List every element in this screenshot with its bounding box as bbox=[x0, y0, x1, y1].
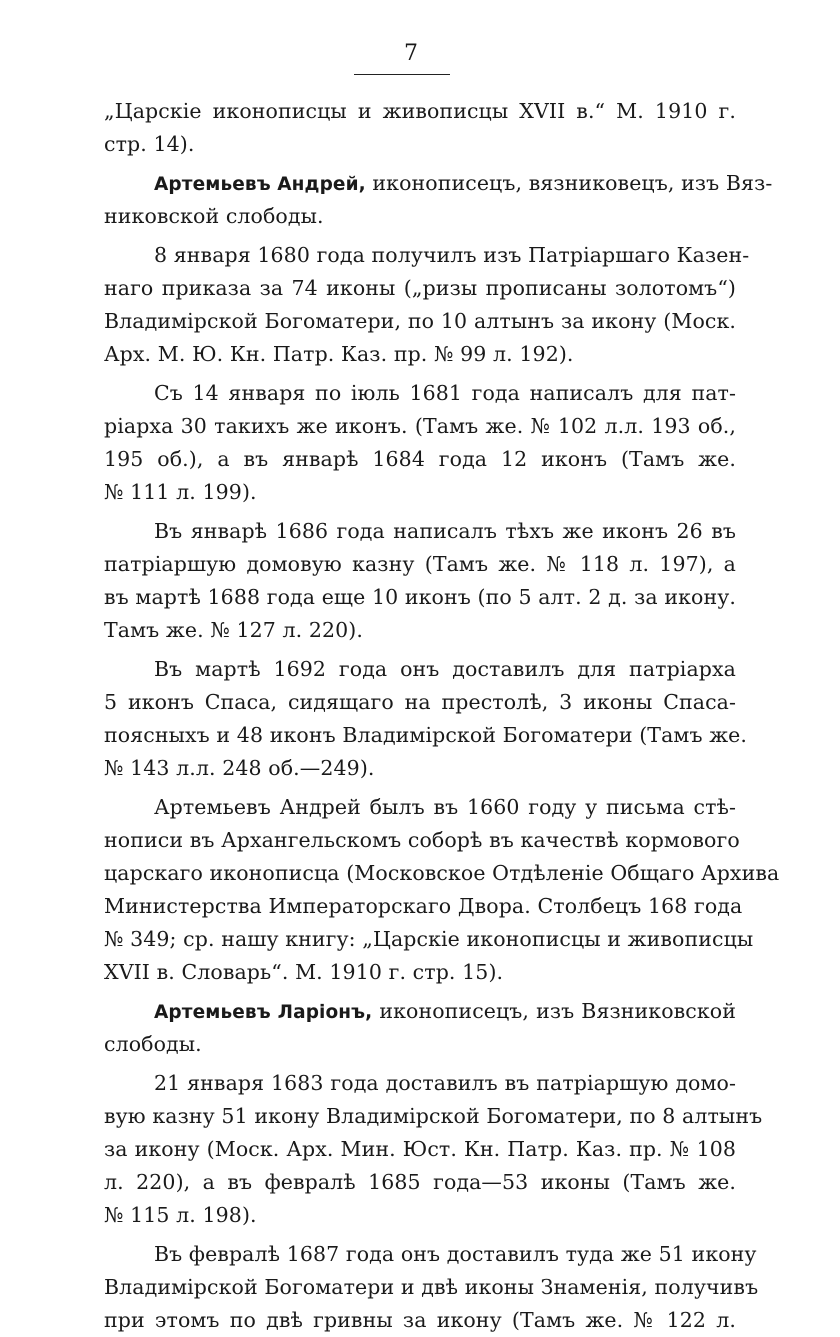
entry-name-artemyev-larion: Артемьевъ Ларіонъ, bbox=[154, 1002, 373, 1023]
text-line: Владимірской Богоматери и двѣ иконы Знаменія, получивъ bbox=[104, 1275, 759, 1299]
text-line: Тамъ же. № 127 л. 220). bbox=[104, 618, 363, 642]
page-number-rule bbox=[354, 74, 450, 75]
text-line: „Царскіе иконописцы и живописцы XVII в.“ М. 1910 г. bbox=[104, 99, 736, 123]
text-line: XVII в. Словарь“. М. 1910 г. стр. 15). bbox=[104, 960, 504, 984]
entry-heading-line bbox=[104, 167, 773, 200]
text-line: 8 января 1680 года получилъ изъ Патріаршаго Казен- bbox=[154, 243, 750, 267]
text-line: стр. 14). bbox=[104, 132, 195, 156]
text-line: за икону (Моск. Арх. Мин. Юст. Кн. Патр. Каз. пр. № 108 bbox=[104, 1137, 736, 1161]
text-line: Министерства Императорскаго Двора. Столбецъ 168 года bbox=[104, 894, 743, 918]
text-line: Съ 14 января по іюль 1681 года написалъ для пат- bbox=[154, 381, 736, 405]
text-line: № 143 л.л. 248 об.—249). bbox=[104, 756, 375, 780]
text-line: 195 об.), а въ январѣ 1684 года 12 иконъ (Тамъ же. bbox=[104, 447, 736, 471]
entry-heading-line bbox=[104, 995, 736, 1028]
book-page bbox=[104, 40, 780, 1337]
text-line: Владимірской Богоматери, по 10 алтынъ за икону (Моск. bbox=[104, 309, 736, 333]
page-body bbox=[104, 95, 780, 1337]
text-line: въ мартѣ 1688 года еще 10 иконъ (по 5 алт. 2 д. за икону. bbox=[104, 585, 736, 609]
text-line: № 115 л. 198). bbox=[104, 1203, 257, 1227]
entry-heading-text: иконописецъ, вязниковецъ, изъ Вяз- bbox=[365, 171, 773, 195]
entry-heading-text: иконописецъ, изъ Вязниковской bbox=[372, 999, 736, 1023]
text-line: Артемьевъ Андрей былъ въ 1660 году у письма стѣ- bbox=[154, 795, 736, 819]
entry-name-artemyev-andrey: Артемьевъ Андрей, bbox=[154, 174, 366, 195]
text-line: Арх. М. Ю. Кн. Патр. Каз. пр. № 99 л. 192). bbox=[104, 342, 574, 366]
text-line: Въ январѣ 1686 года написалъ тѣхъ же иконъ 26 въ bbox=[154, 519, 736, 543]
page-number: 7 bbox=[404, 41, 418, 66]
text-line: наго приказа за 74 иконы („ризы прописаны золотомъ“) bbox=[104, 276, 736, 300]
text-line: л. 220), а въ февралѣ 1685 года—53 иконы (Тамъ же. bbox=[104, 1170, 736, 1194]
text-line: патріаршую домовую казну (Тамъ же. № 118 л. 197), а bbox=[104, 552, 736, 576]
text-line: никовской слободы. bbox=[104, 204, 324, 228]
text-line: 21 января 1683 года доставилъ въ патріаршую домо- bbox=[154, 1071, 736, 1095]
text-line: № 349; ср. нашу книгу: „Царскіе иконописцы и живописцы bbox=[104, 927, 754, 951]
text-line: ріарха 30 такихъ же иконъ. (Тамъ же. № 102 л.л. 193 об., bbox=[104, 414, 736, 438]
text-line: Въ февралѣ 1687 года онъ доставилъ туда же 51 икону bbox=[154, 1242, 757, 1266]
text-line: при этомъ по двѣ гривны за икону (Тамъ же. № 122 л. bbox=[104, 1308, 736, 1332]
text-line: царскаго иконописца (Московское Отдѣленіе Общаго Архива bbox=[104, 861, 780, 885]
text-line: 5 иконъ Спаса, сидящаго на престолѣ, 3 иконы Спаса- bbox=[104, 690, 736, 714]
text-line: вую казну 51 икону Владимірской Богоматери, по 8 алтынъ bbox=[104, 1104, 763, 1128]
text-line: слободы. bbox=[104, 1032, 202, 1056]
text-line: Въ мартѣ 1692 года онъ доставилъ для патріарха bbox=[154, 657, 736, 681]
text-line: нописи въ Архангельскомъ соборѣ въ качествѣ кормового bbox=[104, 828, 740, 852]
text-line: № 111 л. 199). bbox=[104, 480, 257, 504]
text-line: поясныхъ и 48 иконъ Владимірской Богоматери (Тамъ же. bbox=[104, 723, 748, 747]
